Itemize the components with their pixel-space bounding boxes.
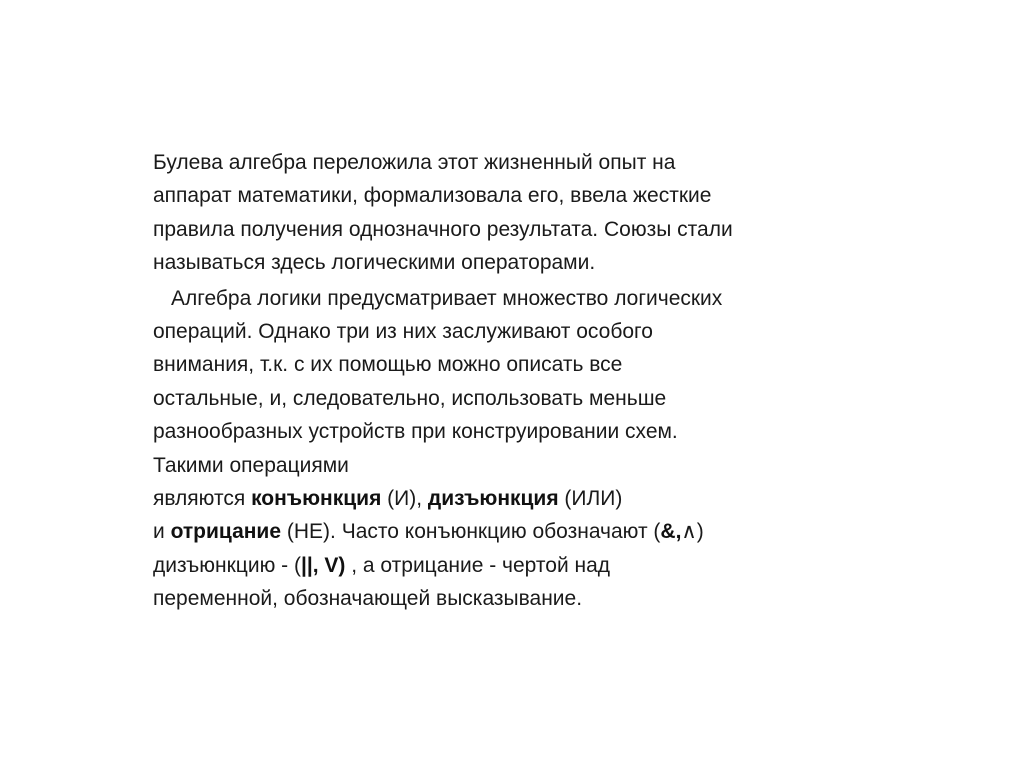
paragraph2-line <box>153 515 853 548</box>
paragraph1-line: Булева алгебра переложила этот жизненный опыт на <box>153 151 676 174</box>
paragraph2-line <box>153 549 853 582</box>
symbol-conjunction: &, <box>660 520 682 544</box>
line9-suffix: , а отрицание - чертой над <box>345 553 611 577</box>
paragraph1-line: называться здесь логическими операторами. <box>153 251 596 275</box>
line7-middle: (И), <box>381 487 428 511</box>
paragraph1-line: аппарат математики, формализовала его, ввела жесткие <box>153 184 712 208</box>
paragraph1-line: правила получения однозначного результата. Союзы стали <box>153 217 733 241</box>
paragraph2-line <box>153 482 853 515</box>
paragraph2-line: операций. Однако три из них заслуживают особого <box>153 320 653 344</box>
line9-prefix: дизъюнкцию - ( <box>153 553 301 577</box>
paragraph-boolean-algebra <box>153 146 853 280</box>
term-negation: отрицание <box>170 520 282 544</box>
slide-body-text <box>153 146 853 616</box>
paragraph2-line: разнообразных устройств при конструировании схем. <box>153 420 678 444</box>
paragraph2-line <box>153 282 853 315</box>
line7-suffix: (ИЛИ) <box>558 487 623 511</box>
paragraph2-line: Такими операциями <box>153 453 349 477</box>
paragraph2-line: остальные, и, следовательно, использовать меньше <box>153 386 667 410</box>
symbol-disjunction: ||, V) <box>300 553 346 577</box>
line8-middle: (НЕ). Часто конъюнкцию обозначают ( <box>281 520 661 544</box>
line8-prefix: и <box>153 520 171 544</box>
term-conjunction: конъюнкция <box>251 487 382 511</box>
paragraph-logic-operations <box>153 282 853 616</box>
paragraph2-line: внимания, т.к. с их помощью можно описать все <box>153 353 623 377</box>
term-disjunction: дизъюнкция <box>427 487 559 511</box>
line8-suffix: ∧) <box>681 520 704 544</box>
paragraph2-line1-text: Алгебра логики предусматривает множество логических <box>171 286 723 310</box>
paragraph2-line: переменной, обозначающей высказывание. <box>153 587 583 611</box>
line7-prefix: являются <box>153 487 252 511</box>
